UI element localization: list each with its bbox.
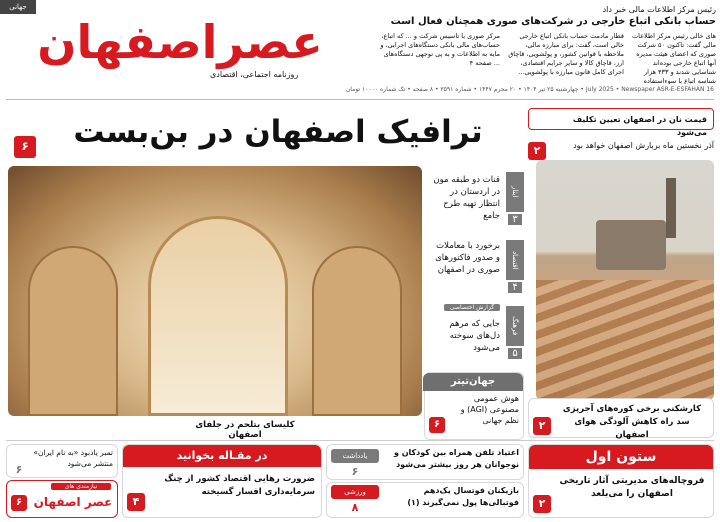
top-news-col3: مرکز صوری با تاسیس شرکت و ... که اتباع، حساب‌های مالی بانکی دستگاه‌های اجرایی، و مایه به اطلاعات و به پی توجهی دستگاه‌های ... صفحه ۴: [380, 32, 500, 67]
col-first-title: ستون اول: [529, 445, 713, 469]
col-first: [528, 444, 714, 518]
story-marham: جایی که مرهم دل‌های سوخته می‌شود: [449, 319, 500, 353]
bottom-divider: [6, 440, 714, 441]
right-kicker-page: ۲: [528, 142, 546, 160]
dateline: 16 July 2025 • Newspaper ASR-E-ESFAHAN • چهارشنبه ۲۵ تیر ۱۴۰۴ • ۲۰ محرم ۱۴۴۷ • شماره ۳۵۹۱ • ۸ صفحه • تک شماره ۱۰۰۰۰ تومان: [345, 86, 714, 93]
right-kicker: [528, 108, 714, 137]
col-article-title: در مقـاله بخوانید: [123, 445, 321, 467]
kiln-caption-page: ۲: [533, 417, 551, 435]
kiln-photo: [536, 160, 714, 400]
col-ads-page: ۶: [11, 495, 27, 511]
story-kicker: گزارش اختصاصی: [444, 304, 500, 311]
story-qanat: قنات دو طبقه مون در اردستان در انتظار تهیه طرح جامع: [433, 175, 500, 221]
col-article: [122, 444, 322, 518]
logo: عصراصفهان: [37, 15, 323, 69]
story-invoices: برخورد با معاملات و صدور فاکتورهای صوری در اصفهان: [435, 241, 500, 275]
story-invoices-page: ۴: [508, 282, 522, 293]
divider: [6, 99, 714, 100]
col-note-page: ۶: [351, 465, 359, 478]
kiln-truck: [596, 220, 666, 270]
right-kicker-text: قیمت نان در اصفهان تعیین تکلیف می‌شود: [572, 115, 707, 137]
ai-box-title: جهان‌تیتر: [423, 373, 523, 391]
ai-box-page: ۶: [429, 417, 445, 433]
tab-farhang: فرهنگ: [506, 306, 524, 346]
col-sport: [326, 482, 524, 518]
col-stamp-text: تمبر یادبود «به نام ایران» منتشر می‌شود: [33, 448, 113, 468]
col-note-tab: یادداشت: [331, 449, 379, 463]
col-sport-page: ۸: [351, 501, 359, 514]
brick-rows: [536, 280, 714, 400]
col-ads: [6, 480, 118, 518]
church-arch: [148, 216, 288, 416]
church-arch-right: [312, 246, 402, 416]
col-article-text: ضرورت رهایی اقتصاد کشور از چنگ سرمایه‌داری افسار گسیخته: [164, 474, 315, 497]
church-arch-left: [28, 246, 118, 416]
story-qanat-page: ۳: [508, 214, 522, 225]
col-stamp-page: ۶: [15, 463, 23, 476]
col-note: [326, 444, 524, 480]
headline: [6, 104, 520, 160]
top-news-col1: های خالی رئیس مرکز اطلاعات مالی گفت: تاکنون ۵۰ شرکت صوری که اعضای هیئت مدیره آنها اتباع خارجی بوده‌اند شناسایی شدند و ۴۳۳ هزار شناسه اتباع با سوءاستفاده: [632, 32, 716, 84]
headline-text: ترافیک اصفهان در بن‌بست: [73, 114, 483, 150]
top-news-kicker: رئیس مرکز اطلاعات مالی خبر داد: [602, 5, 716, 14]
tagline: روزنامه اجتماعی، اقتصادی: [210, 70, 299, 79]
col-ads-title: عصر اصفهان: [33, 495, 113, 509]
tab-eqtesad: اقتصاد: [506, 240, 524, 280]
kiln-caption-box: [528, 398, 714, 438]
church-photo: [8, 166, 422, 416]
left-main-col: [424, 168, 524, 368]
headline-page: ۶: [14, 136, 36, 158]
kiln-stack: [666, 178, 676, 238]
ai-box-text: هوش عمومی مصنوعی (AGI) و نظم جهانی: [460, 394, 519, 425]
col-first-text: فروچاله‌های مدیریتی آثار تاریخی اصفهان را می‌بلعد: [559, 476, 705, 499]
corner-label: جهانی: [0, 0, 36, 14]
col-ads-kicker: نیازمندی های: [51, 483, 111, 490]
top-news-title: حساب بانکی اتباع خارجی در شرکت‌های صوری همچنان فعال است: [390, 16, 716, 27]
col-note-text: اعتیاد تلفن همراه بین کودکان و نوجوانان هر روز بیشتر می‌شود: [393, 448, 519, 469]
col-sport-text: بازیکنان فوتسال یک‌دهم فوتبالی‌ها پول نمی‌گیرند (۱): [407, 486, 519, 507]
top-news-col2: قطار مادمت حساب بانکی اتباع خارجی خالی است، گفت: برای مبارزه مالی، ملاحظه با قوانین کشور، و پولشویی، قاچاق ارز، قاچاق کالا و سایر جرایم اقتصادی، اجرای کامل قانون مبارزه با پولشویی...: [508, 32, 624, 76]
tab-isar: ایثار: [506, 172, 524, 212]
col-first-page: ۲: [533, 495, 551, 513]
church-caption: کلیسای بتلحم در جلفای اصفهان: [195, 420, 295, 440]
top-news: [362, 4, 716, 86]
ai-box: [424, 372, 524, 440]
col-stamp: [6, 444, 118, 478]
col-sport-tab: ورزشی: [331, 485, 379, 499]
story-marham-page: ۵: [508, 348, 522, 359]
kiln-caption: کارشکنی برخی کوره‌های آجرپزی سد راه کاهش آلودگی هوای اصفهان: [562, 404, 702, 440]
right-sub: آذر نخستین ماه بربارش اصفهان خواهد بود: [573, 141, 714, 150]
col-article-page: ۴: [127, 493, 145, 511]
